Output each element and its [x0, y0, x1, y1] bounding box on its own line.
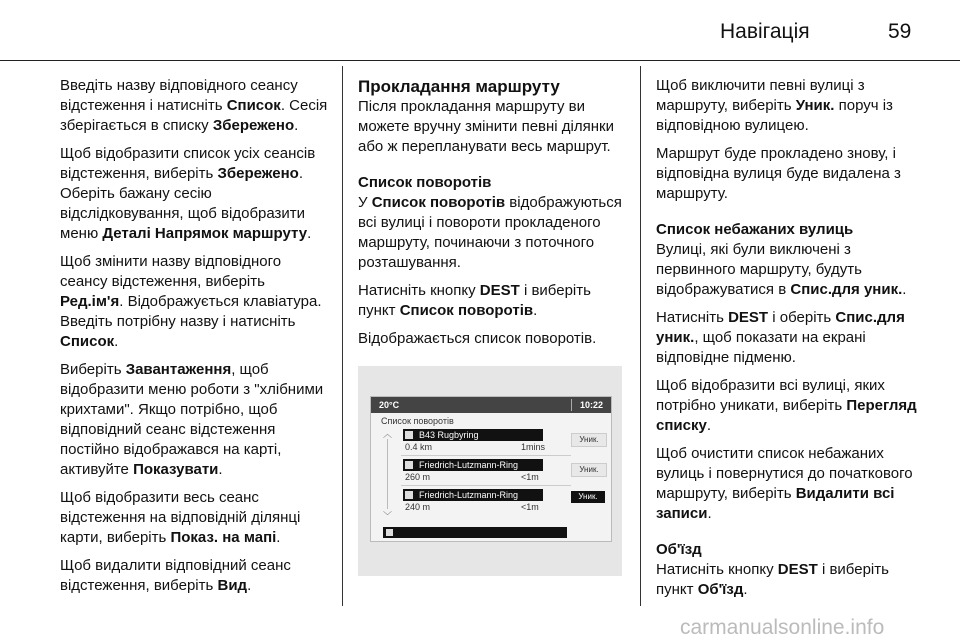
- status-bar: [371, 397, 611, 413]
- turn-icon: [405, 491, 413, 499]
- column-left: [60, 76, 328, 604]
- paragraph: Виберіть Завантаження, щоб відобразити меню роботи з "хлібними крихтами". Якщо потрібно, щоб відповідний сеанс відстеження постійно відображався на карті, активуйте Показувати.: [60, 361, 324, 478]
- watermark: carmanualsonline.info: [680, 616, 885, 639]
- list-item[interactable]: Friedrich-Lutzmann-Ring: [403, 459, 543, 471]
- section-heading: Прокладання маршруту: [358, 77, 560, 96]
- paragraph: Щоб відобразити всі вулиці, яких потрібно уникати, виберіть Перегляд списку.: [656, 377, 917, 434]
- paragraph: Маршрут буде прокладено знову, і відповідна вулиця буде видалена з маршруту.: [656, 145, 901, 202]
- temperature: 20°C: [379, 400, 400, 410]
- paragraph: Натисніть кнопку DEST і виберіть пункт Об'їзд.: [656, 561, 889, 598]
- scroll-up-icon[interactable]: ︿: [383, 429, 393, 439]
- paragraph: Щоб відобразити весь сеанс відстеження на відповідній ділянці карти, виберіть Показ. на мапі.: [60, 489, 301, 546]
- paragraph: Відображається список поворотів.: [358, 330, 597, 347]
- clock: 10:22: [579, 400, 603, 410]
- column-middle: [358, 76, 628, 357]
- bottom-bar: [383, 527, 567, 538]
- distance: 240 m: [405, 502, 431, 512]
- page-number: 59: [888, 20, 912, 43]
- turn-icon: [405, 431, 413, 439]
- row-divider: [401, 455, 571, 456]
- paragraph: Введіть назву відповідного сеансу відстеження і натисніть Список. Сесія зберігається в списку Збережено.: [60, 77, 328, 134]
- paragraph: Вулиці, які були виключені з первинного маршруту, будуть відображуватися в Спис.для уник..: [656, 241, 907, 298]
- paragraph: Після прокладання маршруту ви можете вручну змінити певні ділянки або ж перепланувати весь маршрут.: [358, 98, 614, 155]
- distance: 0.4 km: [405, 442, 433, 452]
- subheading: Список поворотів: [358, 174, 492, 191]
- turn-icon: [405, 461, 413, 469]
- paragraph: Щоб виключити певні вулиці з маршруту, виберіть Уник. поруч із відповідною вулицею.: [656, 77, 893, 134]
- list-item[interactable]: B43 Rugbyring: [403, 429, 543, 441]
- paragraph: У Список поворотів відображуються всі вулиці і повороти прокладеного маршруту, починаючи з поточного розташування.: [358, 194, 622, 271]
- navigation-icon: [386, 529, 393, 536]
- column-divider-1: [342, 66, 343, 606]
- subheading: Список небажаних вулиць: [656, 221, 854, 238]
- screen-title: Список поворотів: [381, 416, 454, 426]
- scroll-down-icon[interactable]: ﹀: [383, 511, 393, 521]
- header-title: Навігація: [720, 20, 810, 43]
- subheading: Об'їзд: [656, 541, 702, 558]
- paragraph: Щоб відобразити список усіх сеансів відстеження, виберіть Збережено. Оберіть бажану сесію відслідковування, щоб відобразити меню Деталі Напрямок маршруту.: [60, 145, 316, 242]
- duration: <1m: [521, 502, 539, 512]
- distance: 260 m: [405, 472, 431, 482]
- avoid-button[interactable]: Уник.: [571, 433, 607, 447]
- scrollbar[interactable]: [387, 439, 388, 509]
- paragraph: Натисніть DEST і оберіть Спис.для уник., щоб показати на екрані відповідне підменю.: [656, 309, 905, 366]
- avoid-button[interactable]: Уник.: [571, 491, 605, 503]
- header-rule: [0, 60, 960, 61]
- status-divider: [571, 399, 572, 411]
- list-item[interactable]: Friedrich-Lutzmann-Ring: [403, 489, 543, 501]
- column-divider-2: [640, 66, 641, 606]
- row-divider: [401, 485, 571, 486]
- display-screen: [370, 396, 612, 542]
- avoid-button[interactable]: Уник.: [571, 463, 607, 477]
- paragraph: Щоб видалити відповідний сеанс відстеження, виберіть Вид.: [60, 557, 291, 594]
- paragraph: Щоб очистити список небажаних вулиць і повернутися до початкового маршруту, виберіть Видалити всі записи.: [656, 445, 913, 522]
- duration: <1m: [521, 472, 539, 482]
- column-right: [656, 76, 926, 608]
- duration: 1mins: [521, 442, 546, 452]
- paragraph: Щоб змінити назву відповідного сеансу відстеження, виберіть Ред.ім'я. Відображується клавіатура. Введіть потрібну назву і натисніть Список.: [60, 253, 322, 350]
- screen-illustration: [358, 366, 622, 576]
- paragraph: Натисніть кнопку DEST і виберіть пункт Список поворотів.: [358, 282, 591, 319]
